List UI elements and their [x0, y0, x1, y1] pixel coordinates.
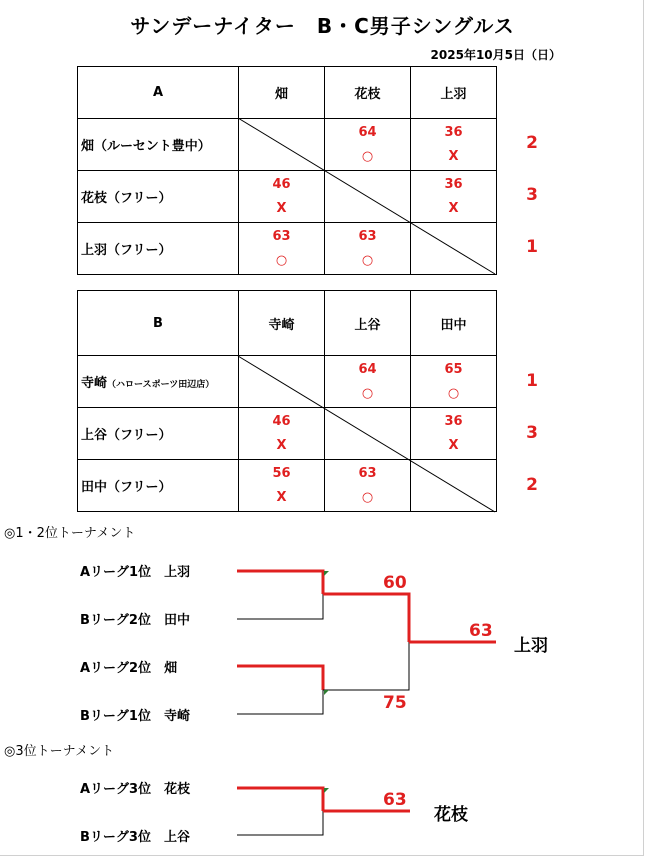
league-b-header-col: 寺崎 — [239, 291, 325, 356]
match-mark: ○ — [361, 489, 374, 505]
league-a-header-col: 上羽 — [411, 67, 497, 119]
league-a-header-col: 畑 — [239, 67, 325, 119]
league-b-rank: 1 — [526, 371, 538, 391]
match-mark: X — [276, 437, 287, 453]
league-b-player-name: 上谷（フリー） — [78, 408, 239, 460]
match-mark: X — [448, 437, 459, 453]
match-score: 63 — [272, 228, 291, 244]
bracket-entry: Aリーグ2位 畑 — [80, 661, 178, 676]
final-score: 63 — [469, 621, 493, 641]
match-score: 36 — [444, 176, 463, 192]
match-score: 63 — [358, 228, 377, 244]
match-mark: ○ — [275, 252, 288, 268]
tournament-12-heading: ◎1・2位トーナメント — [4, 526, 136, 541]
league-b-player-name: 田中（フリー） — [78, 460, 239, 512]
semi-score: 60 — [383, 573, 407, 593]
bracket-entry: Bリーグ3位 上谷 — [80, 830, 190, 845]
match-score: 64 — [358, 361, 377, 377]
match-score: 46 — [272, 413, 291, 429]
third-place-score: 63 — [383, 790, 407, 810]
tournament-3-heading: ◎3位トーナメント — [4, 744, 115, 759]
league-a-header-col: 花枝 — [325, 67, 411, 119]
match-score: 65 — [444, 361, 463, 377]
semi-score: 75 — [383, 693, 407, 713]
event-date: 2025年10月5日（日） — [430, 48, 561, 62]
match-score: 56 — [272, 465, 291, 481]
league-b-rank: 2 — [526, 475, 538, 495]
tournament-3-winner: 花枝 — [434, 805, 468, 825]
bracket-entry: Bリーグ2位 田中 — [80, 613, 190, 628]
match-mark: ○ — [361, 148, 374, 164]
league-a-player-name: 畑（ルーセント豊中） — [78, 119, 239, 171]
match-score: 46 — [272, 176, 291, 192]
league-a-rank: 3 — [526, 185, 538, 205]
league-a-rank: 1 — [526, 237, 538, 257]
match-mark: ○ — [447, 385, 460, 401]
bracket-entry: Bリーグ1位 寺崎 — [80, 709, 190, 724]
tournament-12-winner: 上羽 — [514, 636, 548, 656]
league-a-player-name: 花枝（フリー） — [78, 171, 239, 223]
match-mark: ○ — [361, 385, 374, 401]
match-mark: X — [276, 489, 287, 505]
league-a-player-name: 上羽（フリー） — [78, 223, 239, 275]
page-title: サンデーナイター B・C男子シングルス — [130, 14, 515, 38]
match-score: 63 — [358, 465, 377, 481]
player-club: （ハロースポーツ田辺店） — [107, 380, 215, 390]
league-a-rank: 2 — [526, 133, 538, 153]
league-b-rank: 3 — [526, 423, 538, 443]
match-mark: X — [448, 148, 459, 164]
league-b-header-col: 田中 — [411, 291, 497, 356]
match-mark: X — [276, 200, 287, 216]
match-score: 36 — [444, 413, 463, 429]
bracket-entry: Aリーグ1位 上羽 — [80, 565, 191, 580]
league-b-header-corner: B — [78, 291, 239, 356]
league-b-header-col: 上谷 — [325, 291, 411, 356]
match-score: 64 — [358, 124, 377, 140]
match-score: 36 — [444, 124, 463, 140]
player-name: 寺崎 — [81, 376, 108, 391]
bracket-entry: Aリーグ3位 花枝 — [80, 782, 191, 797]
match-mark: X — [448, 200, 459, 216]
league-a-header-corner: A — [78, 67, 239, 119]
match-mark: ○ — [361, 252, 374, 268]
